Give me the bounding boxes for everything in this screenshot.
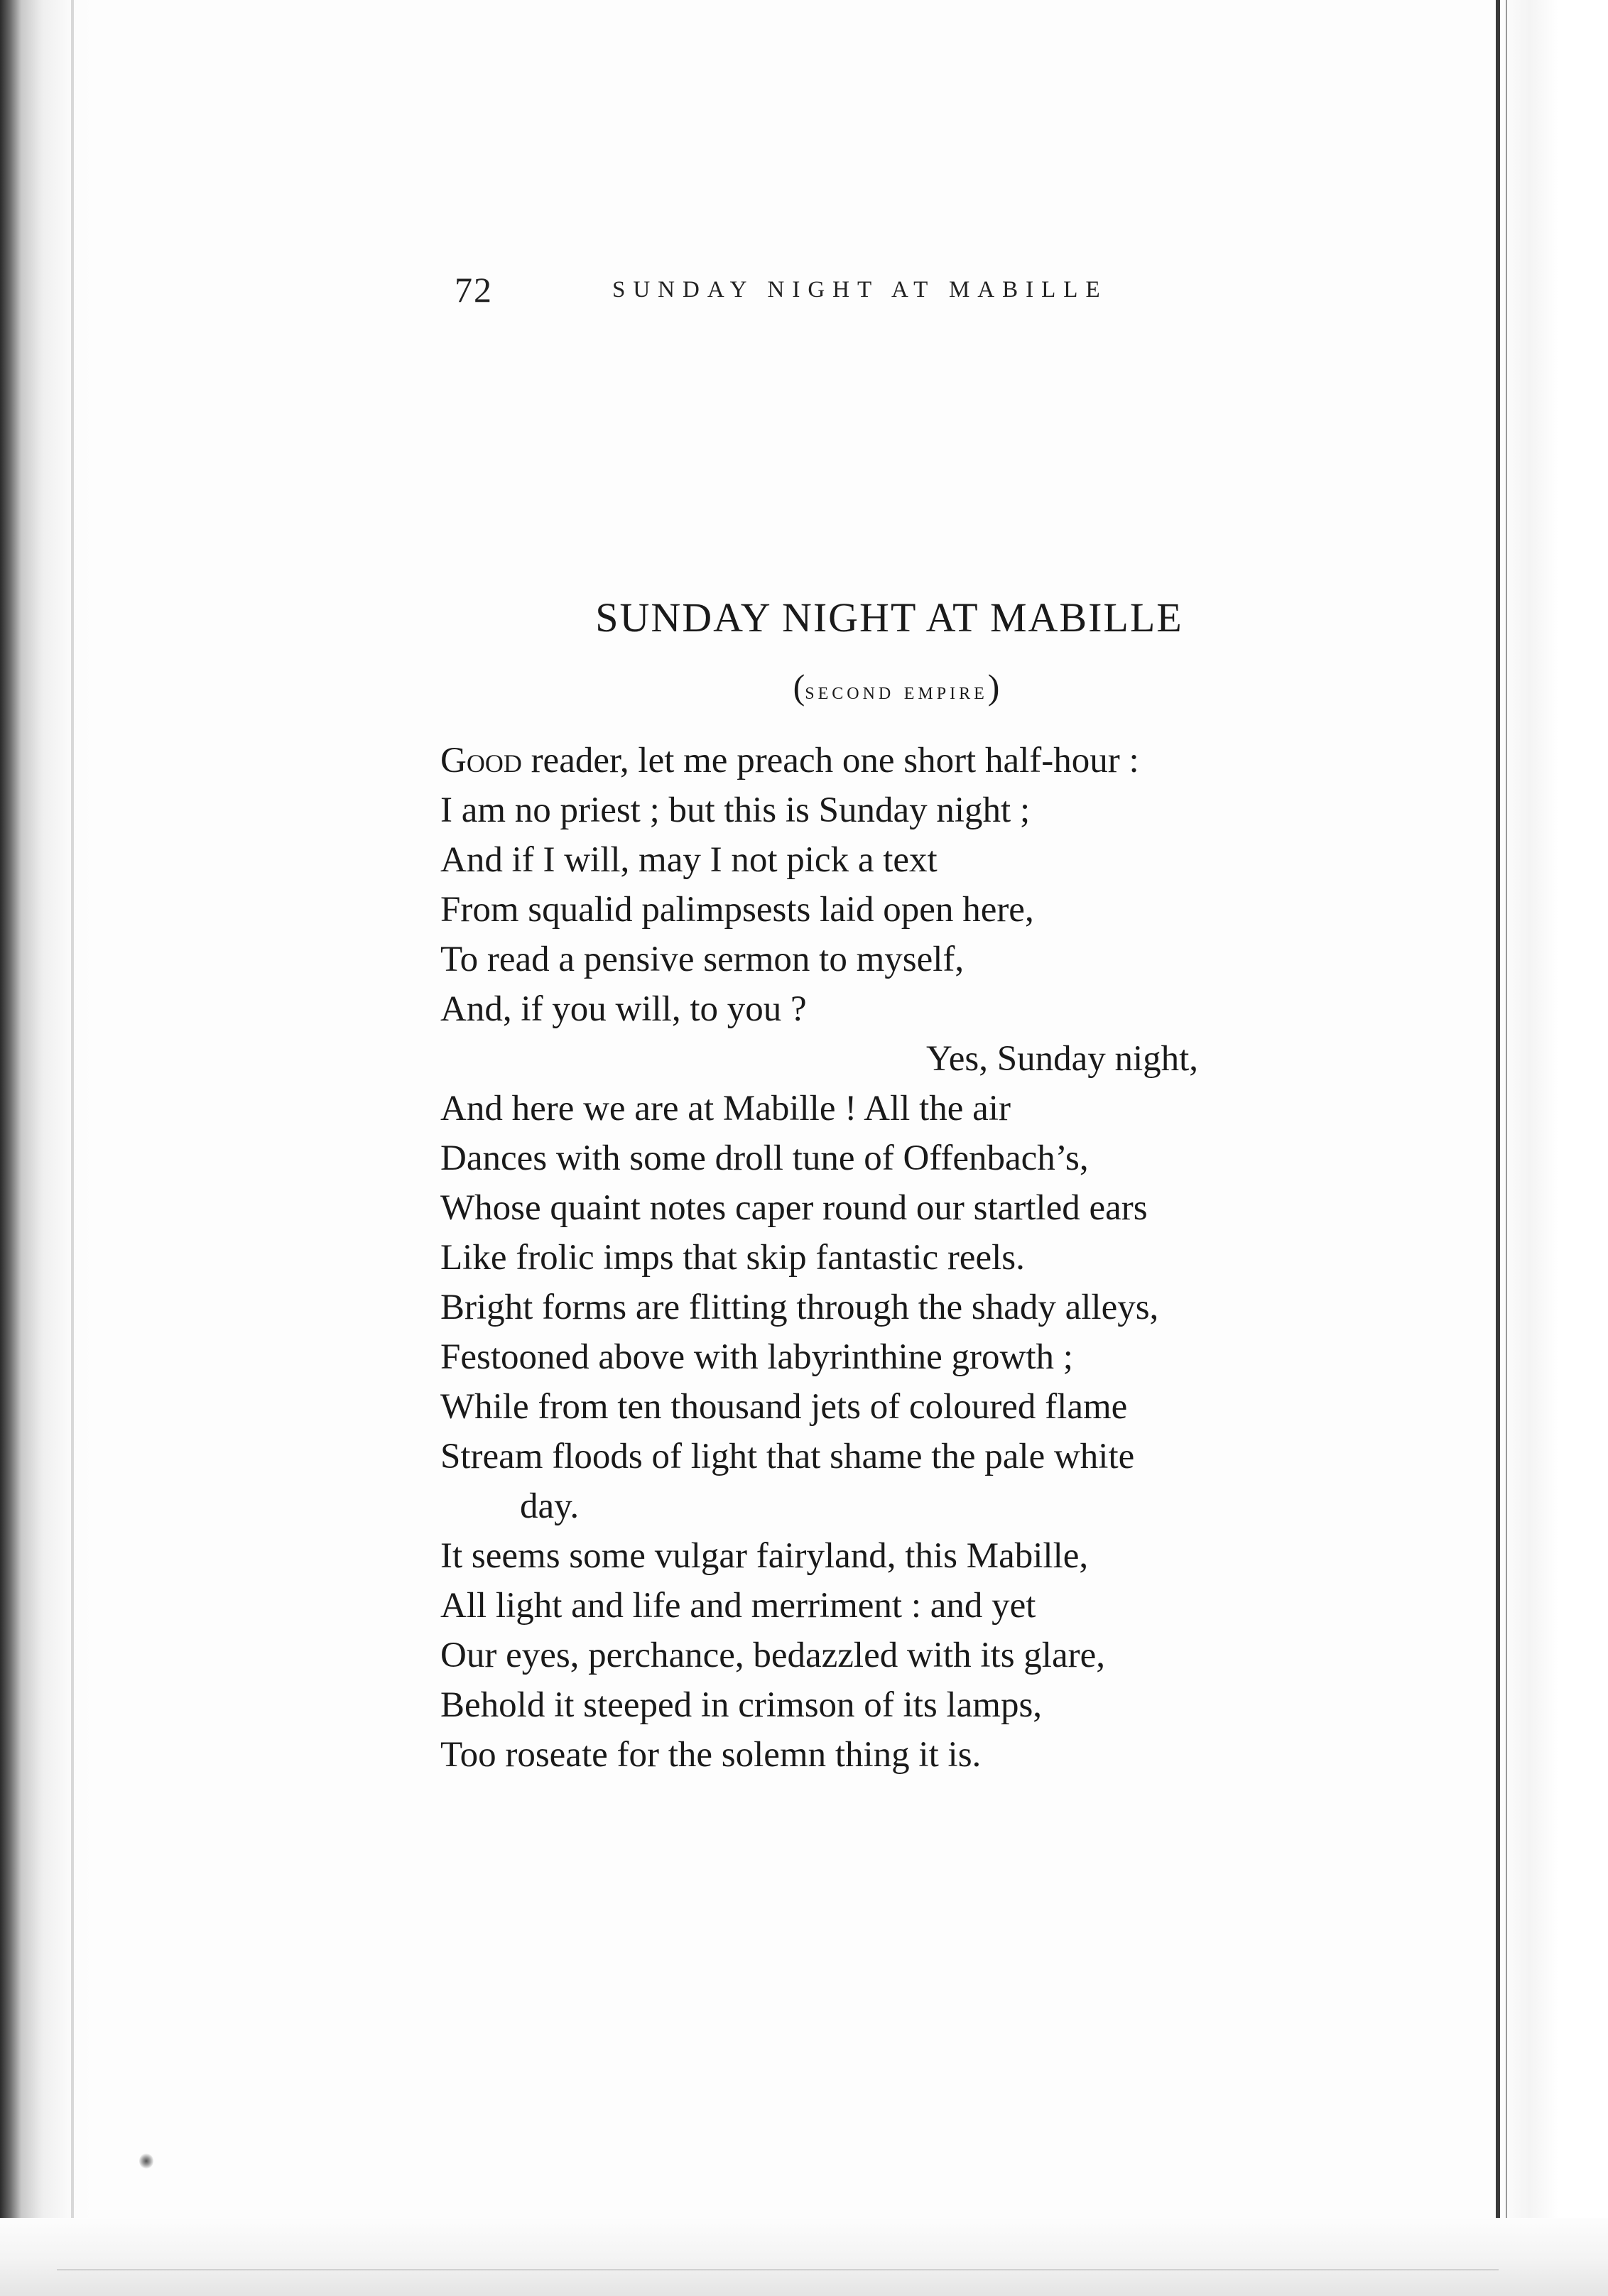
verse-line-text: reader, let me preach one short half-hour : [521, 741, 1139, 780]
verse-line [440, 835, 1357, 885]
verse-line [440, 1183, 1357, 1233]
page-number: 72 [455, 270, 493, 310]
right-edge-dark-line [1496, 0, 1500, 2296]
verse-line [440, 1680, 1357, 1730]
verse-line-text: day. [520, 1486, 580, 1526]
verse-line [440, 1034, 1357, 1084]
verse-line-text: While from ten thousand jets of coloured flame [440, 1387, 1128, 1427]
verse-line [440, 1133, 1357, 1183]
subtitle-open-paren: ( [793, 667, 805, 707]
verse-line-text: I am no priest ; but this is Sunday night ; [440, 790, 1031, 830]
verse-line [440, 1631, 1357, 1680]
verse-line [440, 1481, 1357, 1531]
verse-line [440, 1432, 1357, 1481]
verse-line-text: To read a pensive sermon to myself, [440, 940, 965, 979]
verse-line-text: Festooned above with labyrinthine growth ; [440, 1337, 1073, 1377]
verse-line [440, 1581, 1357, 1631]
verse-line [440, 736, 1357, 785]
right-edge-light-line [1506, 0, 1507, 2296]
verse-line-text: Yes, Sunday night, [926, 1039, 1199, 1079]
verse-line-text: Bright forms are flitting through the shady alleys, [440, 1288, 1159, 1327]
verse-line [440, 1531, 1357, 1581]
verse-line-text: From squalid palimpsests laid open here, [440, 890, 1034, 930]
verse-line [440, 984, 1357, 1034]
running-head [455, 261, 1449, 318]
verse-line-text: And here we are at Mabille ! All the air [440, 1089, 1011, 1128]
verse-line-text: Whose quaint notes caper round our startled ears [440, 1188, 1148, 1228]
verse-line-text: And if I will, may I not pick a text [440, 840, 938, 880]
verse-line-lead-word: Good [440, 741, 522, 780]
verse-line-text: Dances with some droll tune of Offenbach’s, [440, 1138, 1089, 1178]
subtitle-close-paren: ) [987, 667, 1000, 707]
poem-verse [440, 736, 1357, 1780]
poem-subtitle [0, 662, 1608, 717]
bottom-page-edge [0, 2218, 1608, 2296]
verse-line-text: Too roseate for the solemn thing it is. [440, 1735, 982, 1775]
verse-line-text: Behold it steeped in crimson of its lamps, [440, 1685, 1043, 1725]
verse-line [440, 1233, 1357, 1283]
verse-line-text: Like frolic imps that skip fantastic reels. [440, 1238, 1025, 1278]
book-spine-shadow [0, 0, 92, 2296]
verse-line [440, 1730, 1357, 1780]
bottom-edge-line [57, 2269, 1499, 2270]
ink-smudge [139, 2153, 153, 2169]
verse-line [440, 1084, 1357, 1133]
verse-line-text: Stream floods of light that shame the pale white [440, 1437, 1135, 1476]
poem-title: SUNDAY NIGHT AT MABILLE [595, 594, 1183, 641]
verse-line-text: All light and life and merriment : and yet [440, 1586, 1036, 1626]
verse-line [440, 885, 1357, 935]
verse-line [440, 1283, 1357, 1332]
verse-line [440, 1382, 1357, 1432]
verse-line [440, 1332, 1357, 1382]
subtitle-text: second empire [805, 678, 988, 704]
verse-line [440, 785, 1357, 835]
running-title: SUNDAY NIGHT AT MABILLE [612, 277, 1108, 303]
verse-line-text: It seems some vulgar fairyland, this Mabille, [440, 1536, 1089, 1576]
right-page-edge [1501, 0, 1608, 2296]
verse-line-text: Our eyes, perchance, bedazzled with its glare, [440, 1636, 1105, 1675]
verse-line [440, 935, 1357, 984]
verse-line-text: And, if you will, to you ? [440, 989, 807, 1029]
spine-streak [71, 0, 74, 2296]
